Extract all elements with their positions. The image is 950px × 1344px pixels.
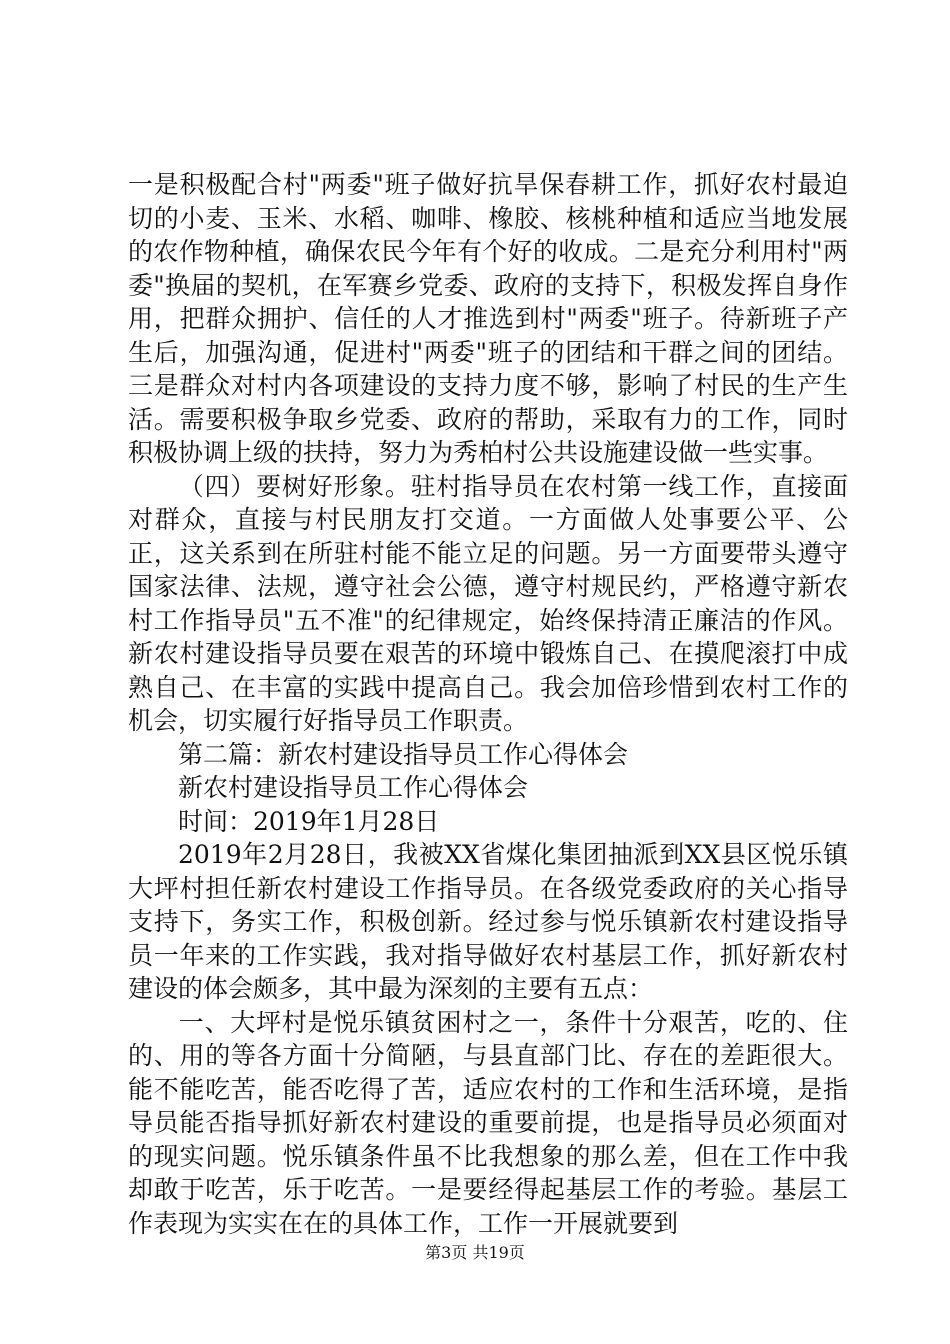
paragraph-text: 时间：2019年1月28日 — [178, 806, 440, 836]
page-footer — [0, 1240, 950, 1263]
paragraph-3 — [128, 838, 848, 1006]
section-heading — [128, 738, 848, 772]
paragraph-text: 一、大坪村是悦乐镇贫困村之一，条件十分艰苦，吃的、住的、用的等各方面十分简陋，与县直部门比、存在的差距很大。能不能吃苦，能否吃得了苦，适应农村的工作和生活环境，是指导员能否指导抓好新农村建设的重要前提，也是指导员必须面对的现实问题。悦乐镇条件虽不比我想象的那么差，但在工作中我却敢于吃苦，乐于吃苦。一是要经得起基层工作的考验。基层工作表现为实实在在的具体工作，工作一开展就要到 — [128, 1007, 848, 1238]
article-date — [128, 805, 848, 839]
paragraph-text: 第二篇：新农村建设指导员工作心得体会 — [178, 739, 629, 769]
page-number: 第3页 共19页 — [425, 1243, 525, 1262]
paragraph-text: （四）要树好形象。驻村指导员在农村第一线工作，直接面对群众，直接与村民朋友打交道。一方面做人处事要公平、公正，这关系到在所驻村能不能立足的问题。另一方面要带头遵守国家法律、法规，遵守社会公德，遵守村规民约，严格遵守新农村工作指导员"五不准"的纪律规定，始终保持清正廉洁的作风。新农村建设指导员要在艰苦的环境中锻炼自己、在摸爬滚打中成熟自己、在丰富的实践中提高自己。我会加倍珍惜到农村工作的机会，切实履行好指导员工作职责。 — [128, 471, 848, 735]
paragraph-text: 新农村建设指导员工作心得体会 — [178, 773, 529, 802]
paragraph-2 — [128, 470, 848, 738]
paragraph-text: 一是积极配合村"两委"班子做好抗旱保春耕工作，抓好农村最迫切的小麦、玉米、水稻、咖啡、橡胶、核桃种植和适应当地发展的农作物种植，确保农民今年有个好的收成。二是充分利用村"两委"换届的契机，在军赛乡党委、政府的支持下，积极发挥自身作用，把群众拥护、信任的人才推选到村"两委"班子。待新班子产生后，加强沟通，促进村"两委"班子的团结和干群之间的团结。三是群众对村内各项建设的支持力度不够，影响了村民的生产生活。需要积极争取乡党委、政府的帮助，采取有力的工作，同时积极协调上级的扶持，努力为秀柏村公共设施建设做一些实事。 — [128, 170, 848, 467]
document-body — [128, 168, 848, 1240]
paragraph-text: 2019年2月28日，我被XX省煤化集团抽派到XX县区悦乐镇大坪村担任新农村建设工作指导员。在各级党委政府的关心指导支持下，务实工作，积极创新。经过参与悦乐镇新农村建设指导员一年来的工作实践，我对指导做好农村基层工作，抓好新农村建设的体会颇多，其中最为深刻的主要有五点： — [128, 840, 848, 1003]
paragraph-4 — [128, 1006, 848, 1241]
article-title — [128, 771, 848, 805]
paragraph-1 — [128, 168, 848, 470]
